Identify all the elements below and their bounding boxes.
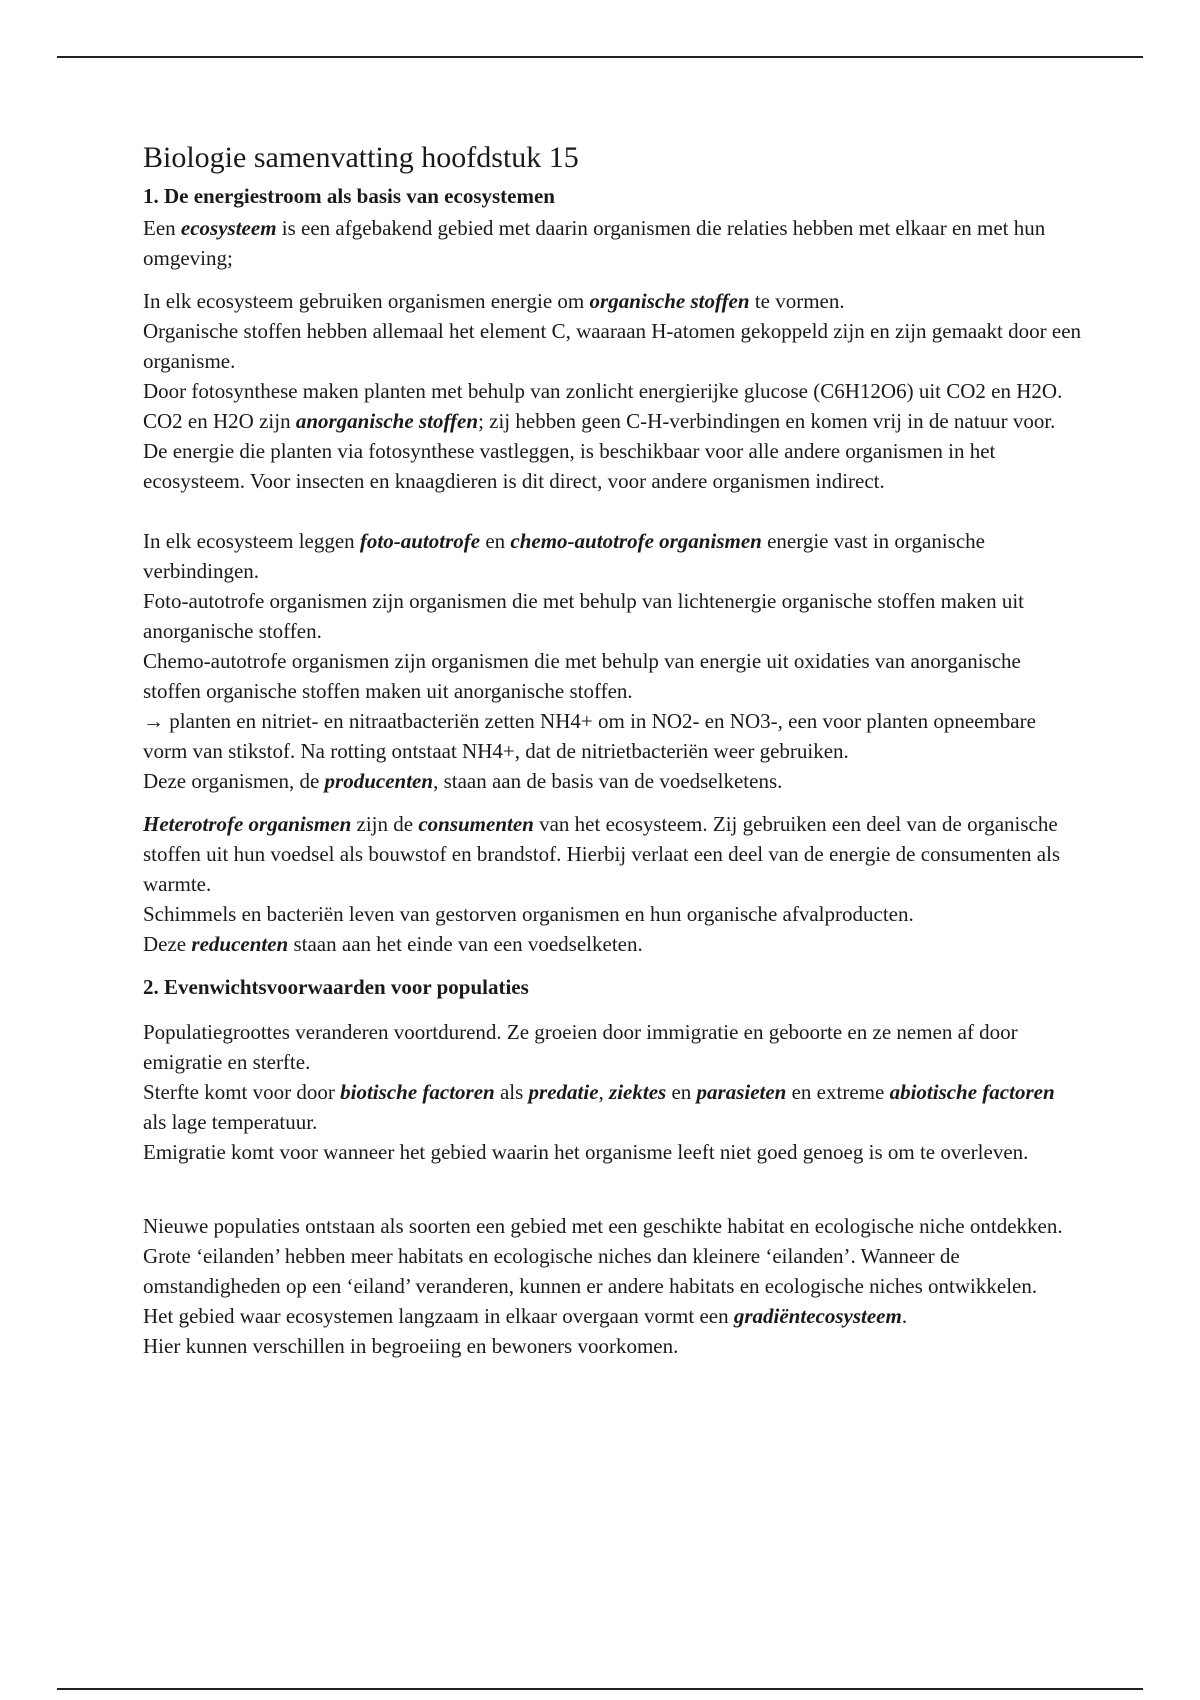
paragraph-populatiegroottes: Populatiegroottes veranderen voortdurend. Ze groeien door immigratie en geboorte en ze nemen af door emigratie en sterfte. Sterfte komt voor door biotische factoren als predatie, ziektes en parasieten en extreme abiotische factoren als lage temperatuur. Emigratie komt voor wanneer het gebied waarin het organisme leeft niet goed genoeg is om te overleven. — [143, 1020, 1055, 1164]
term-heterotrofe: Heterotrofe organismen — [143, 812, 352, 836]
term-anorganische-stoffen: anorganische stoffen — [295, 409, 479, 433]
term-biotische-factoren: biotische factoren — [340, 1080, 495, 1104]
top-rule — [57, 56, 1143, 58]
term-chemo-autotrofe: chemo-autotrofe organismen — [510, 529, 762, 553]
term-organische-stoffen: organische stoffen — [589, 289, 750, 313]
paragraph-heterotrofe: Heterotrofe organismen zijn de consumenten van het ecosysteem. Zij gebruiken een deel van de organische stoffen uit hun voedsel als bouwstof en brandstof. Hierbij verlaat een deel van de energie de consumenten als warmte. Schimmels en bacteriën leven van gestorven organismen en hun organische afvalproducten. Deze reducenten staan aan het einde van een voedselketen. — [143, 812, 1061, 956]
paragraph-ecosysteem: Een ecosysteem is een afgebakend gebied met daarin organismen die relaties hebben met elkaar en met hun omgeving; — [143, 216, 1046, 270]
paragraph-organische-stoffen: In elk ecosysteem gebruiken organismen energie om organische stoffen te vormen. Organische stoffen hebben allemaal het element C, waaraan H-atomen gekoppeld zijn en zijn gemaakt door een organisme. Door fotosynthese maken planten met behulp van zonlicht energierijke glucose (C6H12O6) uit CO2 en H2O. CO2 en H2O zijn anorganische stoffen; zij hebben geen C-H-verbindingen en komen vrij in de natuur voor. De energie die planten via fotosynthese vastleggen, is beschikbaar voor alle andere organismen in het ecosysteem. Voor insecten en knaagdieren is dit direct, voor andere organismen indirect. — [143, 289, 1082, 493]
section-2-heading: 2. Evenwichtsvoorwaarden voor populaties — [143, 975, 529, 999]
paragraph-nieuwe-populaties: Nieuwe populaties ontstaan als soorten een gebied met een geschikte habitat en ecologische niche ontdekken. Grote ‘eilanden’ hebben meer habitats en ecologische niches dan kleinere ‘eilanden’. Wanneer de omstandigheden op een ‘eiland’ veranderen, kunnen er andere habitats en ecologische niches ontwikkelen. Het gebied waar ecosystemen langzaam in elkaar overgaan vormt een gradiëntecosysteem. Hier kunnen verschillen in begroeiing en bewoners voorkomen. — [143, 1214, 1063, 1358]
term-ecosysteem: ecosysteem — [180, 216, 277, 240]
term-producenten: producenten — [324, 769, 434, 793]
term-gradientecosysteem: gradiëntecosysteem — [733, 1304, 902, 1328]
paragraph-autotrofe: In elk ecosysteem leggen foto-autotrofe en chemo-autotrofe organismen energie vast in organische verbindingen. Foto-autotrofe organismen zijn organismen die met behulp van lichtenergie organische stoffen maken uit anorganische stoffen. Chemo-autotrofe organismen zijn organismen die met behulp van energie uit oxidaties van anorganische stoffen organische stoffen maken uit anorganische stoffen. → planten en nitriet- en nitraatbacteriën zetten NH4+ om in NO2- en NO3-, een voor planten opneembare vorm van stikstof. Na rotting ontstaat NH4+, dat de nitrietbacteriën weer gebruiken. Deze organismen, de producenten, staan aan de basis van de voedselketens. — [143, 529, 1036, 793]
term-parasieten: parasieten — [696, 1080, 787, 1104]
bottom-rule — [57, 1688, 1143, 1690]
term-reducenten: reducenten — [191, 932, 289, 956]
section-1-heading: 1. De energiestroom als basis van ecosystemen — [143, 184, 555, 208]
term-foto-autotrofe: foto-autotrofe — [359, 529, 481, 553]
document-body — [143, 140, 1083, 1361]
document-title: Biologie samenvatting hoofdstuk 15 — [143, 141, 579, 174]
term-ziektes: ziektes — [609, 1080, 667, 1104]
term-abiotische-factoren: abiotische factoren — [889, 1080, 1055, 1104]
term-consumenten: consumenten — [418, 812, 534, 836]
term-predatie: predatie — [528, 1080, 599, 1104]
